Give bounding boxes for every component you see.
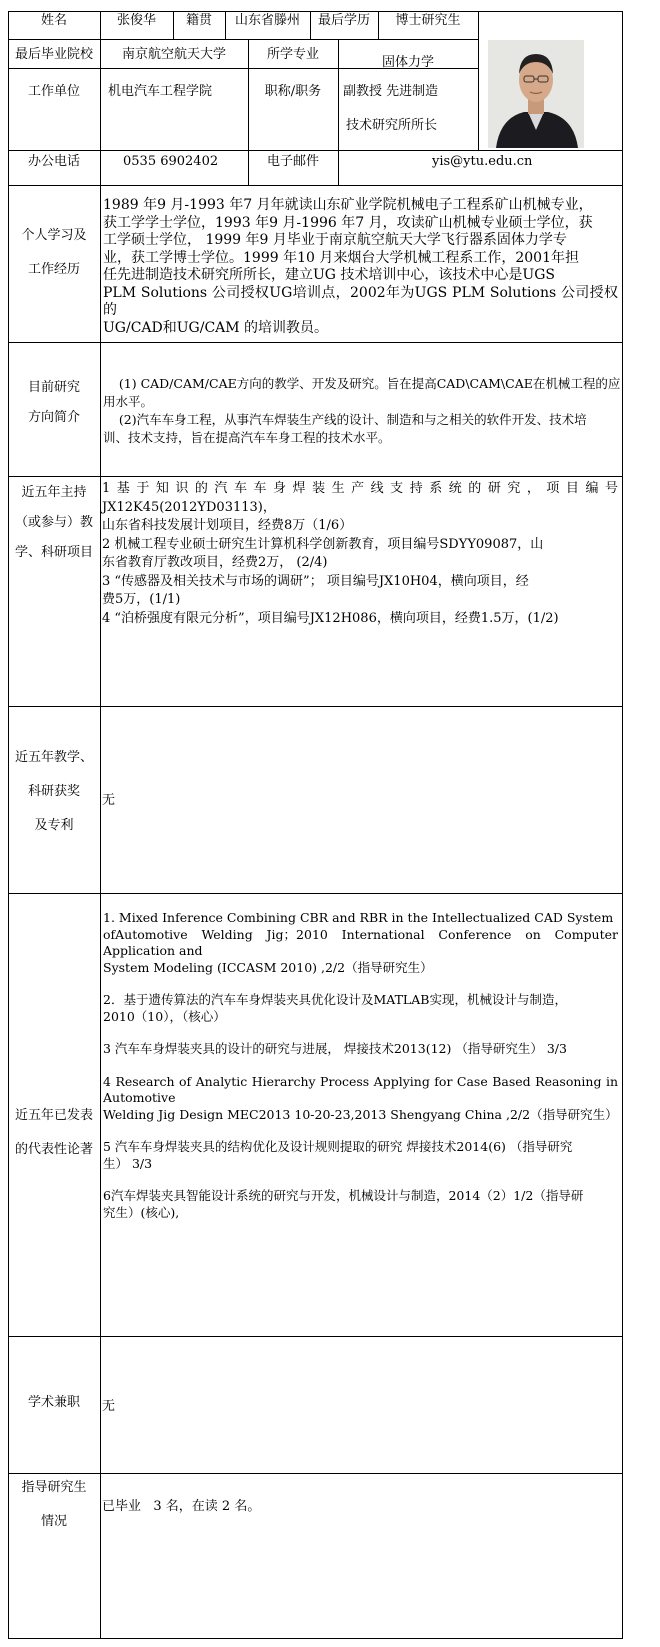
study-label-line1: 个人学习及	[21, 228, 87, 243]
school-value: 南京航空航天大学	[121, 47, 226, 62]
paper-item: 4 Research of Analytic Hierarchy Process Applying for Case Based Reasoning in Automotive Welding Jig Design MEC2013 10-20-23,2013 Shengyang China ,2/2（指导研究生）	[103, 1073, 618, 1122]
title-value-line1: 副教授 先进制造	[343, 84, 439, 99]
unit-value: 机电汽车工程学院	[108, 84, 213, 99]
paper-item: 3 汽车车身焊装夹具的设计的研究与进展， 焊接技术2013(12) （指导研究生） 3/3	[103, 1041, 567, 1056]
avatar	[488, 40, 584, 148]
papers-label-line1: 近五年已发表	[14, 1108, 93, 1123]
papers-list	[103, 910, 618, 1221]
students-value: 已毕业 3 名，在读 2 名。	[102, 1499, 261, 1514]
major-label: 所学专业	[266, 47, 319, 62]
research-text: (1) CAD/CAM/CAE方向的教学、开发及研究。旨在提高CAD\CAM\CAE在机械工程的应 用水平。 (2)汽车车身工程，从事汽车焊装生产线的设计、制造和与之相关的软件开发、技术培 训、技术支持，旨在提高汽车车身工程的技术水平。	[103, 376, 621, 445]
origin-value: 山东省滕州	[234, 13, 300, 28]
school-label: 最后毕业院校	[14, 47, 93, 62]
paper-item: 2．基于遗传算法的汽车车身焊装夹具优化设计及MATLAB实现，机械设计与制造， 2010（10），（核心）	[103, 992, 567, 1024]
projects-label-line2: （或参与）教	[14, 515, 93, 530]
email-label: 电子邮件	[266, 154, 319, 169]
students-label-line2: 情况	[40, 1514, 67, 1529]
degree-label: 最后学历	[317, 13, 370, 28]
projects-label-line1: 近五年主持	[21, 485, 87, 500]
paper-item: 5 汽车车身焊装夹具的结构优化及设计规则提取的研究 焊接技术2014(6) （指导研究 生） 3/3	[103, 1139, 573, 1171]
research-label-line1: 目前研究	[27, 380, 80, 395]
degree-value: 博士研究生	[395, 13, 461, 28]
unit-label: 工作单位	[27, 84, 80, 99]
study-text: 1989 年9 月-1993 年7 月年就读山东矿业学院机械电子工程系矿山机械专业， 获工学学士学位，1993 年9 月-1996 年7 月，攻读矿山机械专业硕士学位，获 工学硕士学位， 1999 年9 月毕业于南京航空航天大学飞行器系固体力学专 业，获工学博士学位。1999 年10 月来烟台大学机械工程系工作，2001年担 任先进制造技术研究所所长，建立UG 技术培训中心，该技术中心是UGS PLM Solutions 公司授权UG培训点，2002年为UGS PLM Solutions 公司授权的 UG/CAD和UG/CAM 的培训教员。	[103, 197, 618, 336]
students-label-line1: 指导研究生	[21, 1480, 87, 1495]
study-label-line2: 工作经历	[27, 262, 80, 277]
academic-label: 学术兼职	[27, 1395, 80, 1410]
research-label-line2: 方向简介	[27, 410, 80, 425]
title-label: 职称/职务	[264, 84, 322, 99]
awards-value: 无	[102, 793, 116, 808]
major-value: 固体力学	[381, 55, 434, 70]
phone-label: 办公电话	[27, 154, 80, 169]
phone-value: 0535 6902402	[123, 154, 219, 169]
title-value-line2: 技术研究所所长	[346, 118, 438, 133]
paper-item: 1. Mixed Inference Combining CBR and RBR in the Intellectualized CAD System ofAutomotive Welding Jig；2010 International Conference on Computer Application and System Modeling (ICCASM 2010) ,2/2（指导研究生）	[103, 910, 618, 975]
paper-item: 6汽车焊装夹具智能设计系统的研究与开发，机械设计与制造，2014（2）1/2（指导研 究生）(核心),	[103, 1188, 584, 1220]
origin-label: 籍贯	[185, 13, 212, 28]
projects-label-line3: 学、科研项目	[14, 545, 93, 560]
awards-label-line2: 科研获奖	[27, 784, 80, 799]
awards-label-line1: 近五年教学、	[14, 750, 93, 765]
projects-text: 1基于知识的汽车车身焊装生产线支持系统的研究，项目编号JX12K45(2012YD03113)， 山东省科技发展计划项目，经费8万（1/6） 2 机械工程专业硕士研究生计算机科学创新教育，项目编号SDYY09087，山 东省教育厅教改项目，经费2万， (2/4) 3 “传感器及相关技术与市场的调研”； 项目编号JX10H04，横向项目，经 费5万，(1/1) 4 “泊桥强度有限元分析”，项目编号JX12H086，横向项目，经费1.5万，(1/2)	[102, 481, 618, 626]
email-value: yis@ytu.edu.cn	[432, 154, 533, 169]
name-label: 姓名	[40, 13, 67, 28]
papers-label-line2: 的代表性论著	[14, 1142, 93, 1157]
name-value: 张俊华	[116, 13, 156, 28]
academic-value: 无	[102, 1399, 116, 1414]
awards-label-line3: 及专利	[34, 818, 74, 833]
